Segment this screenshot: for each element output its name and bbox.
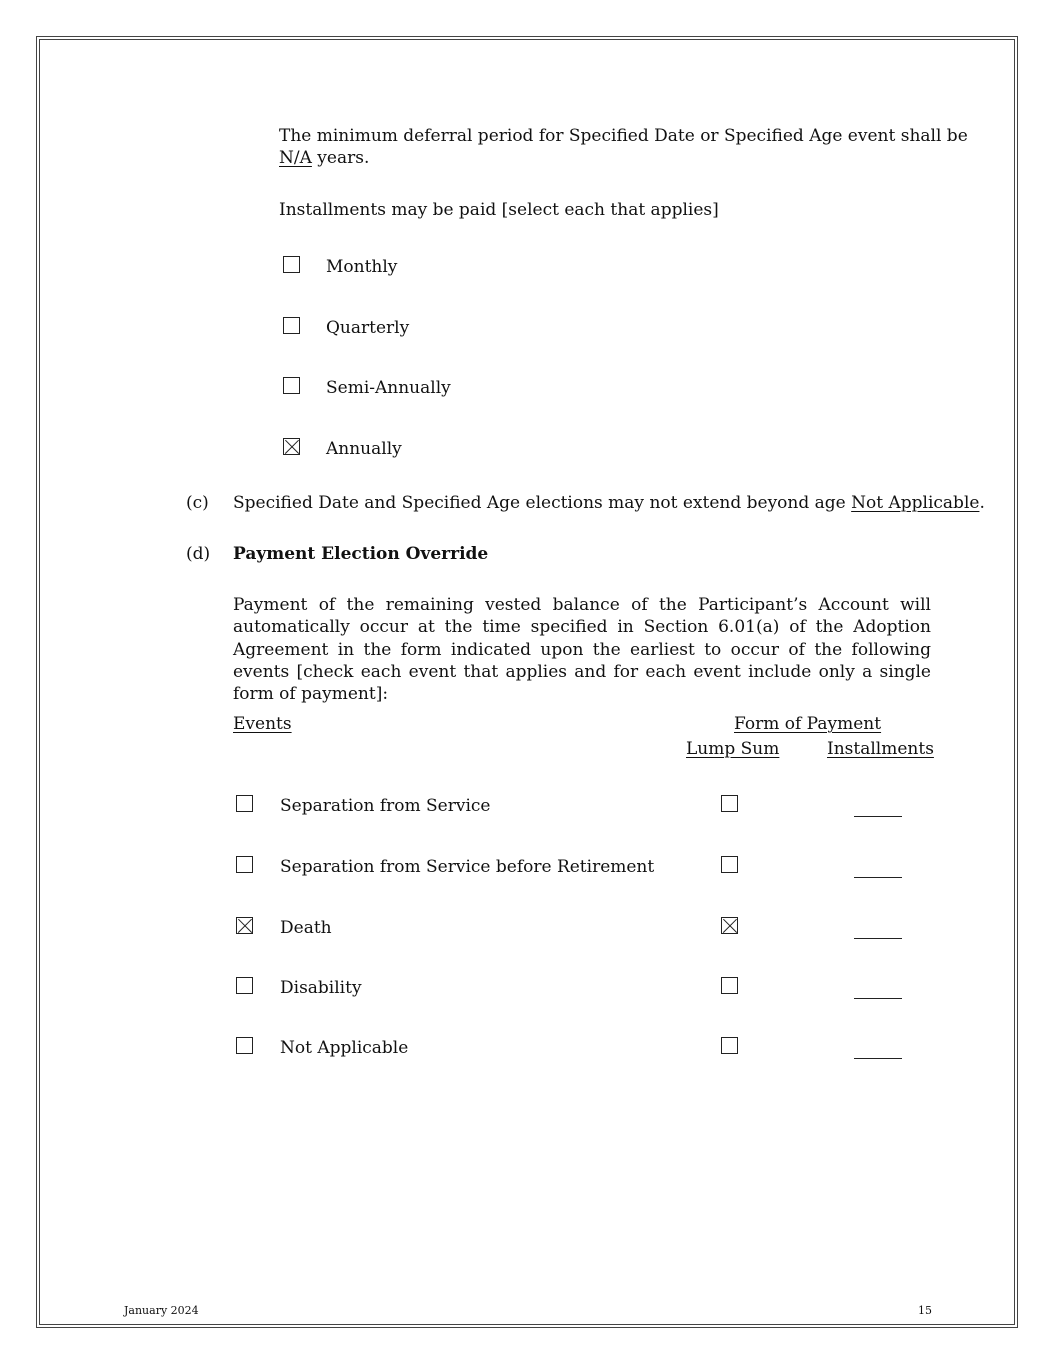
monthly-checkbox[interactable] [283,256,300,273]
event-label: Death [280,918,332,938]
deferral-value: N/A [279,148,312,168]
section-d-marker: (d) [186,544,211,564]
event-checkbox[interactable] [236,795,253,812]
section-d-paragraph: Payment of the remaining vested balance of the Participant’s Account will automatically occur at the time specified in Section 6.01(a) of the Adoption Agreement in the form indicated upon the earliest to occur of the following events [check each event that applies and for each event include only a single form of payment]: [233,595,931,705]
semi-annually-checkbox[interactable] [283,377,300,394]
monthly-label: Monthly [326,257,398,277]
section-c-marker: (c) [186,493,209,513]
quarterly-checkbox[interactable] [283,317,300,334]
lump-sum-checkbox[interactable] [721,1037,738,1054]
section-c-value: Not Applicable [851,493,980,513]
page-number: 15 [918,1304,932,1317]
installments-header: Installments [827,739,934,759]
events-header: Events [233,714,292,734]
event-checkbox[interactable] [236,977,253,994]
lump-sum-checkbox[interactable] [721,795,738,812]
section-c-body: Specified Date and Specified Age elections may not extend beyond age [233,493,852,513]
section-d-title: Payment Election Override [233,544,489,564]
installments-blank[interactable] [854,938,902,939]
installments-heading: Installments may be paid [select each that applies] [279,200,719,220]
event-label: Disability [280,978,362,998]
section-c-text [233,492,985,514]
lump-sum-checkbox[interactable] [721,856,738,873]
annually-checkbox[interactable] [283,438,300,455]
event-label: Separation from Service [280,796,491,816]
section-c-end: . [979,493,985,513]
annually-label: Annually [326,439,402,459]
event-label: Not Applicable [280,1038,409,1058]
lump-sum-header: Lump Sum [686,739,780,759]
lump-sum-checkbox[interactable] [721,977,738,994]
event-label: Separation from Service before Retirement [280,857,655,877]
deferral-line2 [279,147,369,169]
event-checkbox[interactable] [236,1037,253,1054]
installments-blank[interactable] [854,877,902,878]
semi-annually-label: Semi-Annually [326,378,451,398]
deferral-text: The minimum deferral period for Specified Date or Specified Age event shall be [279,126,968,146]
installments-blank[interactable] [854,1058,902,1059]
installments-blank[interactable] [854,816,902,817]
form-of-payment-header: Form of Payment [734,714,882,734]
quarterly-label: Quarterly [326,318,410,338]
footer-date: January 2024 [124,1304,199,1317]
lump-sum-checkbox[interactable] [721,917,738,934]
installments-blank[interactable] [854,998,902,999]
event-checkbox[interactable] [236,917,253,934]
deferral-suffix: years. [311,148,370,168]
event-checkbox[interactable] [236,856,253,873]
